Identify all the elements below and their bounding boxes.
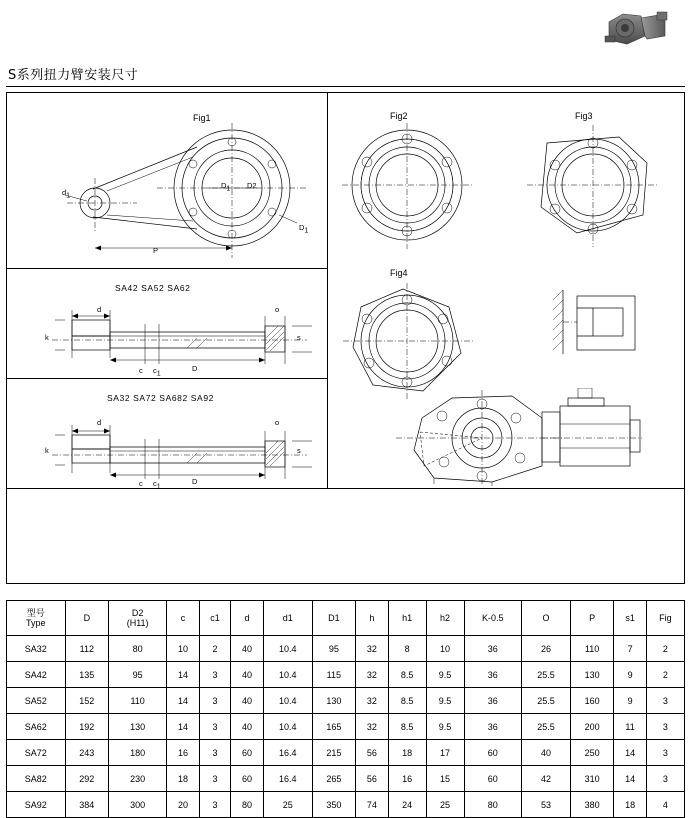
cell-d1: 16.4	[263, 740, 312, 766]
th-type-sub: Type	[26, 618, 46, 628]
detail-a-dim-s: s	[297, 333, 301, 342]
cell-P: 160	[570, 688, 613, 714]
cell-fig: 2	[646, 662, 684, 688]
fig4-label: Fig4	[390, 268, 408, 278]
fig2-drawing	[337, 123, 487, 253]
th-D2-sub: (H11)	[126, 618, 149, 628]
th-D1: D1	[312, 601, 355, 636]
table-row	[7, 714, 685, 740]
cell-D1: 165	[312, 714, 355, 740]
cell-h: 32	[356, 662, 389, 688]
fig1-drawing	[47, 123, 317, 263]
cell-D2: 80	[109, 636, 167, 662]
cell-s1: 14	[614, 740, 647, 766]
cell-s1: 14	[614, 766, 647, 792]
cell-h2: 15	[426, 766, 464, 792]
cell-type: SA62	[7, 714, 66, 740]
cell-d: 40	[231, 636, 264, 662]
section-detail-drawing	[547, 288, 657, 358]
cell-h: 56	[356, 766, 389, 792]
cell-h1: 16	[388, 766, 426, 792]
cell-type: SA72	[7, 740, 66, 766]
cell-c: 10	[167, 636, 200, 662]
cell-D2: 300	[109, 792, 167, 818]
detail-a-dim-d: d	[97, 305, 102, 314]
cell-d1: 16.4	[263, 766, 312, 792]
detail-b-dim-o: o	[275, 418, 280, 427]
fig3-label: Fig3	[575, 111, 593, 121]
cell-P: 130	[570, 662, 613, 688]
page-title: S系列扭力臂安装尺寸	[8, 68, 139, 83]
spec-table	[6, 600, 685, 818]
cell-d: 60	[231, 740, 264, 766]
th-D: D	[65, 601, 108, 636]
cell-type: SA82	[7, 766, 66, 792]
th-h: h	[356, 601, 389, 636]
fig3-drawing	[519, 123, 669, 253]
cell-fig: 3	[646, 740, 684, 766]
cell-s1: 18	[614, 792, 647, 818]
cell-D2: 110	[109, 688, 167, 714]
cell-D1: 115	[312, 662, 355, 688]
cell-type: SA52	[7, 688, 66, 714]
cell-P: 250	[570, 740, 613, 766]
cell-s1: 7	[614, 636, 647, 662]
cell-h2: 17	[426, 740, 464, 766]
fig1-dim-d1: d1	[62, 188, 71, 200]
detail-a-dim-k: k	[45, 333, 49, 342]
cell-D: 152	[65, 688, 108, 714]
fig1-dim-D2: D2	[247, 181, 257, 190]
cell-type: SA92	[7, 792, 66, 818]
cell-c: 14	[167, 688, 200, 714]
fig1-dim-D1: D1	[221, 181, 231, 193]
cell-s1: 9	[614, 662, 647, 688]
th-type-main: 型号	[26, 607, 45, 618]
fig1-label: Fig1	[193, 113, 211, 123]
fig1-dim-P: P	[153, 246, 159, 255]
th-D2	[109, 601, 167, 636]
cell-O: 53	[522, 792, 571, 818]
cell-h2: 25	[426, 792, 464, 818]
gearmotor-assembly-drawing	[392, 388, 672, 486]
fig1-dim-D1b: D1	[299, 223, 309, 235]
cell-D2: 180	[109, 740, 167, 766]
cell-d: 40	[231, 714, 264, 740]
cell-d1: 10.4	[263, 688, 312, 714]
cell-D2: 95	[109, 662, 167, 688]
detail-a-dim-D: D	[192, 364, 198, 373]
detail-a-drawing	[37, 298, 322, 373]
cell-h1: 24	[388, 792, 426, 818]
cell-P: 110	[570, 636, 613, 662]
detail-b-drawing	[37, 411, 322, 486]
table-header-row	[7, 601, 685, 636]
cell-fig: 2	[646, 636, 684, 662]
cell-h1: 8.5	[388, 714, 426, 740]
cell-D: 112	[65, 636, 108, 662]
cell-D1: 215	[312, 740, 355, 766]
drawing-frame	[6, 92, 685, 584]
th-d1: d1	[263, 601, 312, 636]
cell-D1: 95	[312, 636, 355, 662]
th-type	[7, 601, 66, 636]
cell-c: 18	[167, 766, 200, 792]
table-row	[7, 792, 685, 818]
cell-c: 16	[167, 740, 200, 766]
cell-D2: 130	[109, 714, 167, 740]
cell-O: 25.5	[522, 662, 571, 688]
detail-b-dim-D: D	[192, 477, 198, 486]
cell-c: 20	[167, 792, 200, 818]
cell-c1: 2	[199, 636, 230, 662]
product-photo	[601, 6, 673, 50]
th-K: K-0.5	[464, 601, 521, 636]
cell-c1: 3	[199, 740, 230, 766]
cell-fig: 3	[646, 766, 684, 792]
th-d: d	[231, 601, 264, 636]
cell-h1: 8.5	[388, 662, 426, 688]
cell-D: 384	[65, 792, 108, 818]
cell-D2: 230	[109, 766, 167, 792]
cell-c: 14	[167, 662, 200, 688]
cell-h2: 9.5	[426, 688, 464, 714]
cell-c1: 3	[199, 688, 230, 714]
cell-K: 60	[464, 766, 521, 792]
cell-D: 135	[65, 662, 108, 688]
cell-d1: 10.4	[263, 714, 312, 740]
cell-h: 56	[356, 740, 389, 766]
detail-a-dim-c1: c1	[153, 366, 161, 378]
detail-b-dim-c1: c1	[153, 479, 161, 491]
cell-K: 80	[464, 792, 521, 818]
frame-divider-v1	[327, 93, 328, 488]
detail-b-dim-c: c	[139, 479, 143, 488]
cell-D: 292	[65, 766, 108, 792]
cell-K: 36	[464, 636, 521, 662]
frame-divider-h1	[7, 268, 327, 269]
detail-a-dim-c: c	[139, 366, 143, 375]
detail-a-label: SA42 SA52 SA62	[115, 283, 191, 293]
cell-h: 74	[356, 792, 389, 818]
cell-s1: 9	[614, 688, 647, 714]
cell-P: 310	[570, 766, 613, 792]
cell-O: 26	[522, 636, 571, 662]
fig2-label: Fig2	[390, 111, 408, 121]
cell-fig: 3	[646, 688, 684, 714]
cell-K: 36	[464, 688, 521, 714]
detail-b-dim-d: d	[97, 418, 102, 427]
cell-d1: 10.4	[263, 662, 312, 688]
cell-c1: 3	[199, 714, 230, 740]
cell-D1: 265	[312, 766, 355, 792]
th-c: c	[167, 601, 200, 636]
cell-c: 14	[167, 714, 200, 740]
detail-b-dim-s: s	[297, 446, 301, 455]
th-h1: h1	[388, 601, 426, 636]
cell-c1: 3	[199, 662, 230, 688]
cell-d1: 10.4	[263, 636, 312, 662]
cell-P: 200	[570, 714, 613, 740]
th-h2: h2	[426, 601, 464, 636]
cell-c1: 3	[199, 792, 230, 818]
cell-d: 40	[231, 662, 264, 688]
cell-h: 32	[356, 636, 389, 662]
cell-O: 42	[522, 766, 571, 792]
th-D2-main: D2	[131, 607, 144, 618]
cell-d: 80	[231, 792, 264, 818]
detail-b-dim-k: k	[45, 446, 49, 455]
cell-K: 36	[464, 662, 521, 688]
title-divider	[6, 86, 685, 87]
cell-h: 32	[356, 714, 389, 740]
cell-d: 40	[231, 688, 264, 714]
cell-d: 60	[231, 766, 264, 792]
th-s1: s1	[614, 601, 647, 636]
cell-d1: 25	[263, 792, 312, 818]
cell-h1: 8.5	[388, 688, 426, 714]
table-row	[7, 766, 685, 792]
frame-divider-h3	[7, 488, 684, 489]
cell-h1: 8	[388, 636, 426, 662]
table-row	[7, 636, 685, 662]
cell-D1: 130	[312, 688, 355, 714]
cell-fig: 3	[646, 714, 684, 740]
th-P: P	[570, 601, 613, 636]
cell-c1: 3	[199, 766, 230, 792]
cell-h: 32	[356, 688, 389, 714]
cell-h2: 10	[426, 636, 464, 662]
detail-a-dim-o: o	[275, 305, 280, 314]
table-row	[7, 688, 685, 714]
cell-D1: 350	[312, 792, 355, 818]
cell-type: SA42	[7, 662, 66, 688]
th-O: O	[522, 601, 571, 636]
cell-K: 36	[464, 714, 521, 740]
cell-D: 243	[65, 740, 108, 766]
table-row	[7, 662, 685, 688]
cell-s1: 11	[614, 714, 647, 740]
cell-h1: 18	[388, 740, 426, 766]
cell-fig: 4	[646, 792, 684, 818]
cell-P: 380	[570, 792, 613, 818]
cell-D: 192	[65, 714, 108, 740]
cell-O: 40	[522, 740, 571, 766]
th-c1: c1	[199, 601, 230, 636]
th-fig: Fig	[646, 601, 684, 636]
cell-K: 60	[464, 740, 521, 766]
frame-divider-h2	[7, 378, 327, 379]
table-row	[7, 740, 685, 766]
cell-O: 25.5	[522, 714, 571, 740]
cell-type: SA32	[7, 636, 66, 662]
cell-h2: 9.5	[426, 714, 464, 740]
cell-O: 25.5	[522, 688, 571, 714]
cell-h2: 9.5	[426, 662, 464, 688]
detail-b-label: SA32 SA72 SA682 SA92	[107, 393, 214, 403]
